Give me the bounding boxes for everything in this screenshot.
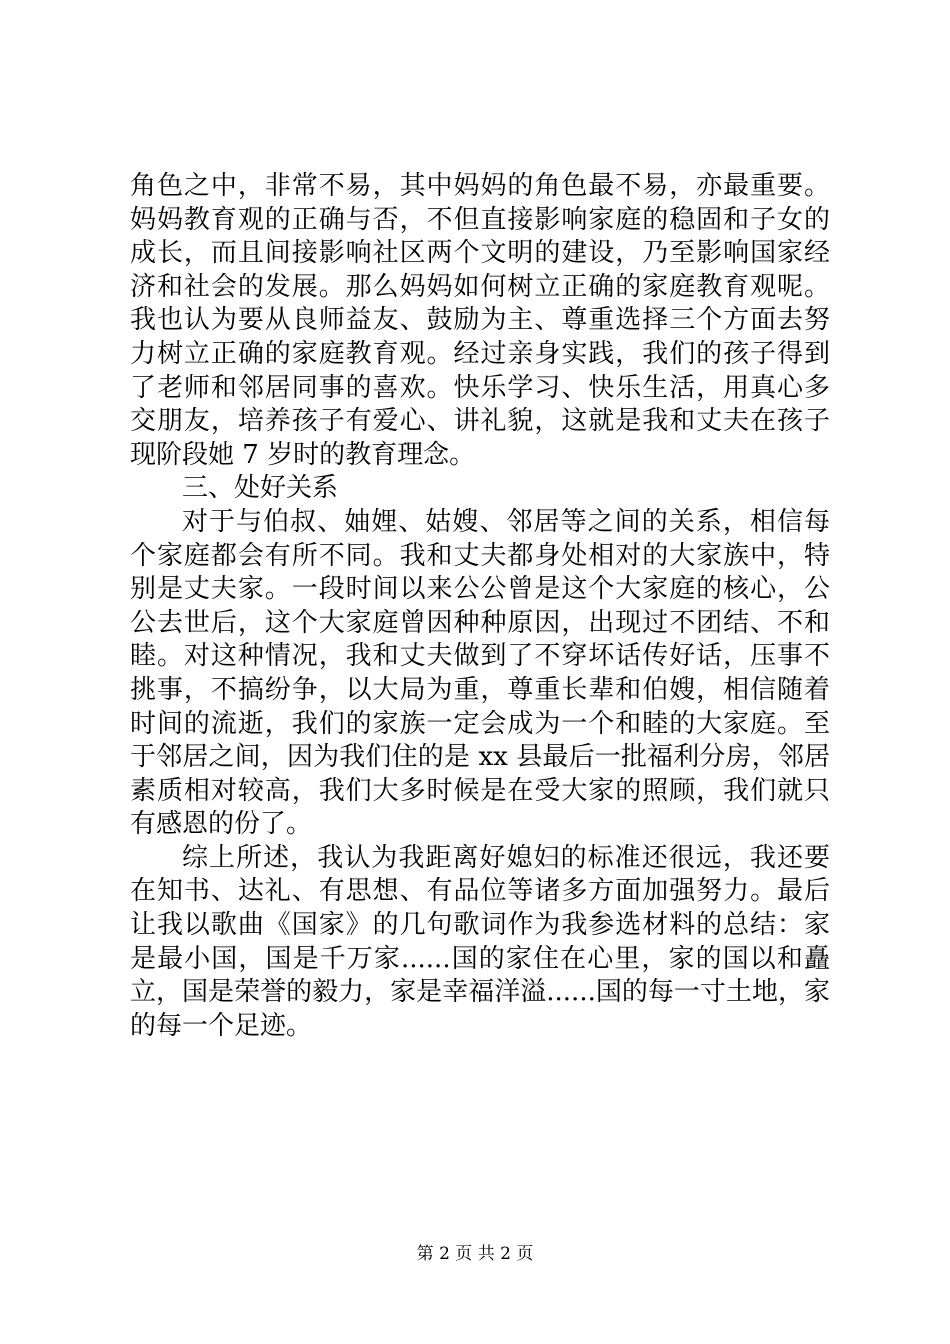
paragraph-continuation: 角色之中，非常不易，其中妈妈的角色最不易，亦最重要。妈妈教育观的正确与否，不但直接影响家庭的稳固和子女的成长，而且间接影响社区两个文明的建设，乃至影响国家经济和社会的发展。那么妈妈如何树立正确的家庭教育观呢。我也认为要从良师益友、鼓励为主、尊重选择三个方面去努力树立正确的家庭教育观。经过亲身实践，我们的孩子得到了老师和邻居同事的喜欢。快乐学习、快乐生活，用真心多交朋友，培养孩子有爱心、讲礼貌，这就是我和丈夫在孩子现阶段她 7 岁时的教育理念。 (130, 171, 830, 470)
paragraph-relations: 对于与伯叔、妯娌、姑嫂、邻居等之间的关系，相信每个家庭都会有所不同。我和丈夫都身处相对的大家族中，特别是丈夫家。一段时间以来公公曾是这个大家庭的核心，公公去世后，这个大家庭曾因种种原因，出现过不团结、不和睦。对这种情况，我和丈夫做到了不穿坏话传好话，压事不挑事，不搞纷争，以大局为重，尊重长辈和伯嫂，相信随着时间的流逝，我们的家族一定会成为一个和睦的大家庭。至于邻居之间，因为我们住的是 xx 县最后一批福利分房，邻居素质相对较高，我们大多时候是在受大家的照顾，我们就只有感恩的份了。 (130, 506, 830, 840)
document-body (130, 170, 830, 1043)
paragraph-conclusion: 综上所述，我认为我距离好媳妇的标准还很远，我还要在知书、达礼、有思想、有品位等诸多方面加强努力。最后让我以歌曲《国家》的几句歌词作为我参选材料的总结：家是最小国，国是千万家......国的家住在心里，家的国以和矗立，国是荣誉的毅力，家是幸福洋溢......国的每一寸土地，家的每一个足迹。 (130, 842, 830, 1041)
page-footer: 第 2 页 共 2 页 (416, 1244, 534, 1264)
section-heading: 三、处好关系 (182, 473, 339, 504)
